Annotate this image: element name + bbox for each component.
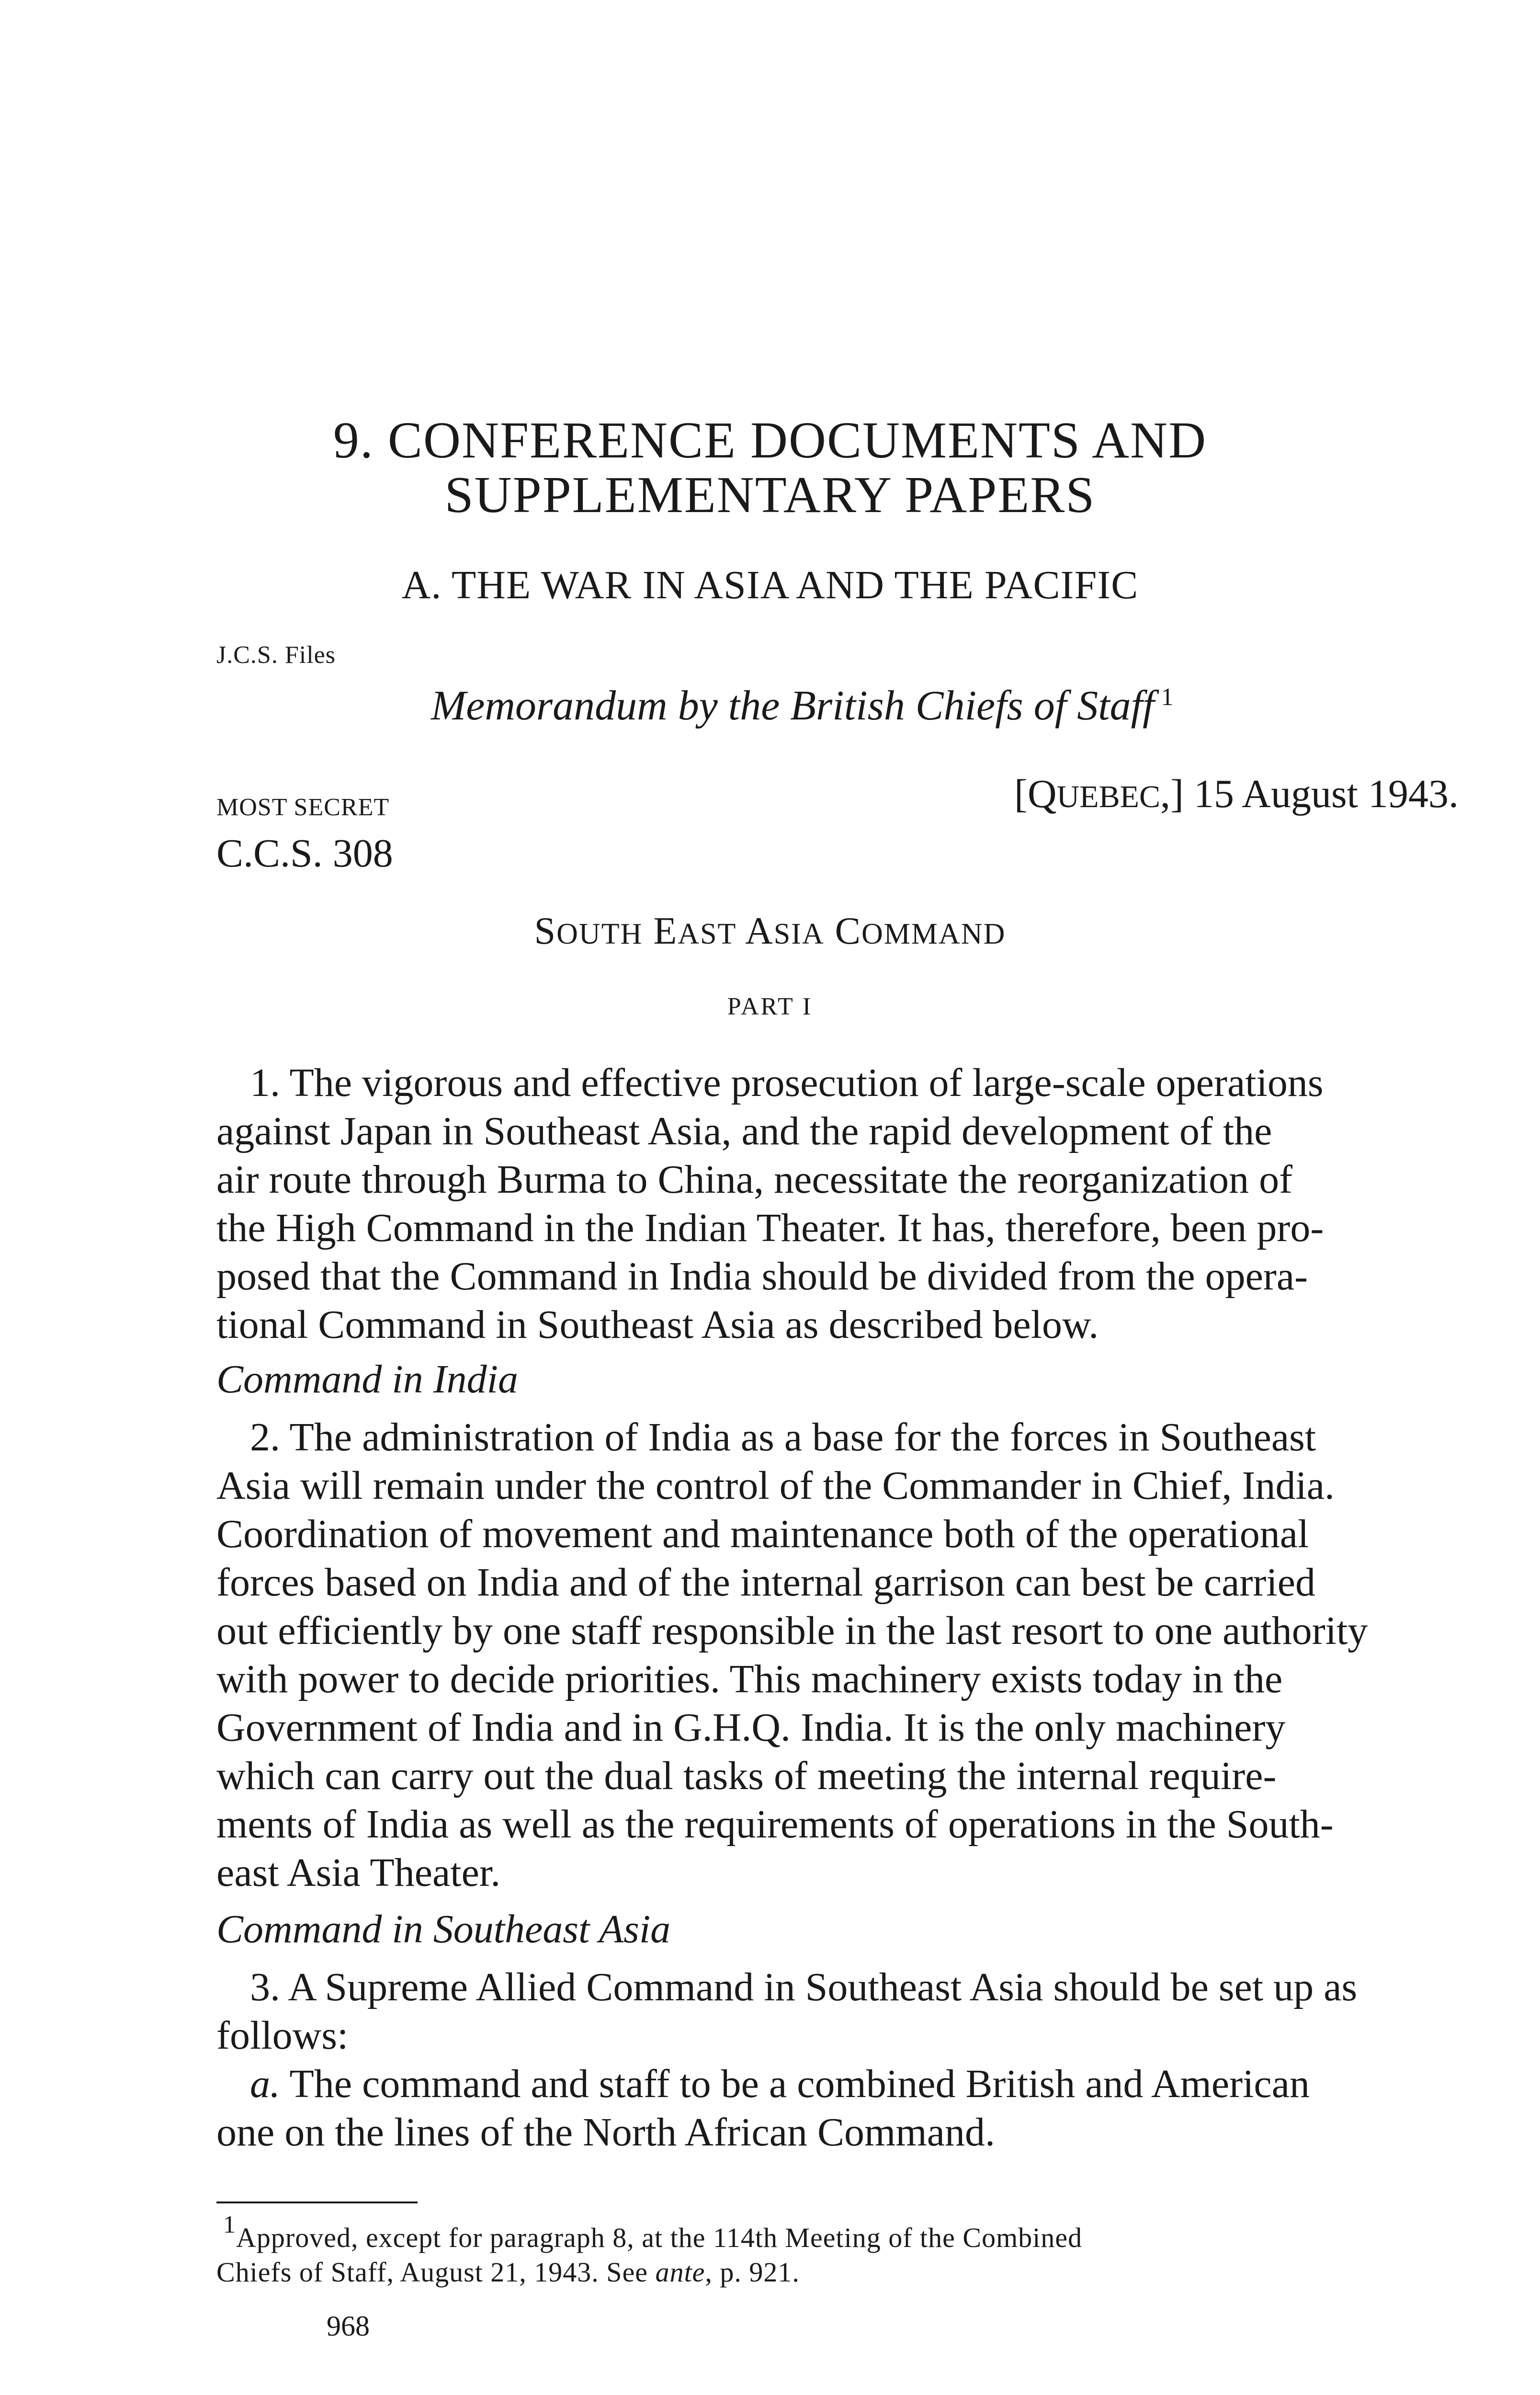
paragraph-2-line: ments of India as well as the requirements of operations in the South- — [216, 1802, 1334, 1847]
date-place-rest: UEBEC — [1056, 779, 1160, 814]
heading-command-in-southeast-asia: Command in Southeast Asia — [216, 1907, 671, 1951]
paragraph-2-line: 2. The administration of India as a base for the forces in Southeast — [250, 1415, 1316, 1460]
paragraph-1-line: 1. The vigorous and effective prosecution of large-scale operations — [250, 1061, 1324, 1105]
subject-word-1-cap: S — [534, 910, 557, 952]
paragraph-2-line: Asia will remain under the control of the Commander in Chief, India. — [216, 1463, 1335, 1508]
paragraph-2-line: with power to decide priorities. This machinery exists today in the — [216, 1657, 1283, 1701]
memo-title — [431, 685, 1174, 727]
page-number: 968 — [327, 2310, 370, 2342]
subject-word-4-rest: OMMAND — [861, 918, 1006, 950]
footnote-line-2 — [216, 2255, 1459, 2290]
paragraph-3a-label: a. — [250, 2062, 280, 2106]
paragraph-1-line: tional Command in Southeast Asia as described below. — [216, 1302, 1099, 1347]
paragraph-2-line: east Asia Theater. — [216, 1850, 501, 1895]
chapter-title-line-2: SUPPLEMENTARY PAPERS — [444, 467, 1096, 524]
date-place-close: ,] 15 August 1943. — [1160, 772, 1459, 816]
footnote-line-1-text: Approved, except for paragraph 8, at the 114th Meeting of the Combined — [236, 2222, 1083, 2253]
footnote-line-2-after: , p. 921. — [705, 2257, 800, 2288]
paragraph-2-line: Government of India and in G.H.Q. India. It is the only machinery — [216, 1705, 1286, 1750]
paragraph-3 — [216, 1963, 1459, 2156]
section-title: A. THE WAR IN ASIA AND THE PACIFIC — [401, 563, 1139, 607]
paragraph-3a-text: The command and staff to be a combined British and American — [280, 2062, 1310, 2106]
paragraph-1-line: air route through Burma to China, necessitate the reorganization of — [216, 1157, 1293, 1202]
paragraph-1 — [216, 1059, 1459, 1349]
paragraph-2-line: which can carry out the dual tasks of meeting the internal require- — [216, 1754, 1277, 1798]
paragraph-3-line: follows: — [216, 2013, 349, 2058]
source-label: J.C.S. Files — [216, 641, 336, 669]
memo-title-text: Memorandum by the British Chiefs of Staff — [431, 683, 1155, 729]
footnote-line-2-italic: ante — [655, 2257, 705, 2288]
ccs-number: C.C.S. 308 — [216, 831, 393, 876]
paragraph-2-line: out efficiently by one staff responsible in the last resort to one authority — [216, 1608, 1368, 1653]
date-place-open: [Q — [1014, 772, 1057, 816]
footnote-marker: 1 — [223, 2211, 236, 2238]
paragraph-1-line: against Japan in Southeast Asia, and the rapid development of the — [216, 1109, 1272, 1153]
paragraph-2-line: forces based on India and of the internal garrison can best be carried — [216, 1560, 1316, 1605]
date-line — [1014, 774, 1459, 814]
chapter-title-line-1: 9. CONFERENCE DOCUMENTS AND — [333, 412, 1207, 469]
subject-word-2-rest: AST — [678, 918, 737, 950]
paragraph-1-line: the High Command in the Indian Theater. It has, therefore, been pro- — [216, 1206, 1324, 1250]
subject-word-3-cap: A — [745, 910, 774, 952]
heading-command-in-india: Command in India — [216, 1357, 518, 1402]
footnote — [216, 2211, 1459, 2290]
paragraph-2-line: Coordination of movement and maintenance both of the operational — [216, 1512, 1309, 1556]
part-label: PART I — [727, 993, 813, 1020]
subject-word-2-cap: E — [653, 910, 678, 952]
memo-footnote-ref: 1 — [1161, 684, 1174, 711]
paragraph-3a-line-1 — [216, 2060, 1459, 2108]
subject-word-3-rest: SIA — [773, 918, 825, 950]
footnote-line-1 — [216, 2211, 1459, 2255]
paragraph-3a-line-2: one on the lines of the North African Command. — [216, 2110, 995, 2155]
subject-heading — [0, 912, 1540, 950]
paragraph-2 — [216, 1413, 1459, 1897]
subject-word-1-rest: OUTH — [556, 918, 643, 950]
subject-word-4-cap: C — [835, 910, 861, 952]
classification-label: MOST SECRET — [216, 794, 390, 821]
paragraph-1-line: posed that the Command in India should be divided from the opera- — [216, 1254, 1308, 1299]
footnote-rule — [216, 2201, 418, 2203]
footnote-line-2-before: Chiefs of Staff, August 21, 1943. See — [216, 2257, 656, 2288]
paragraph-3-line: 3. A Supreme Allied Command in Southeast Asia should be set up as — [250, 1965, 1358, 2009]
